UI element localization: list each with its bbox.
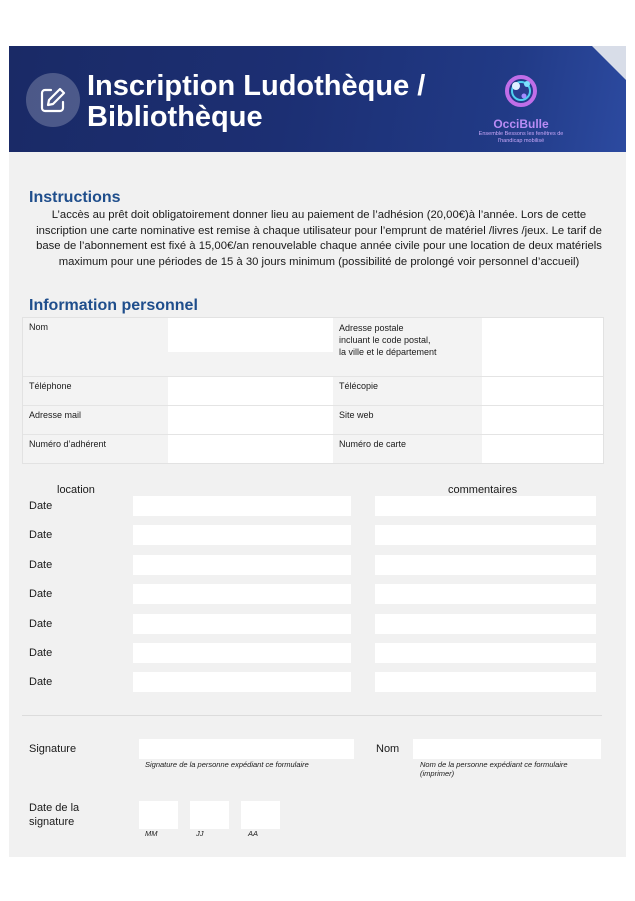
location-input[interactable]	[133, 614, 351, 634]
telecopie-input[interactable]	[482, 377, 603, 405]
date-label: Date	[29, 676, 53, 689]
telephone-input[interactable]	[168, 377, 333, 405]
comment-input[interactable]	[375, 555, 596, 575]
header-banner	[9, 46, 626, 152]
date-label: Date	[29, 647, 53, 659]
info-row	[23, 377, 603, 406]
nom-input[interactable]	[168, 318, 333, 352]
page-corner-fold	[592, 46, 626, 80]
signature-label: Signature	[29, 743, 77, 755]
field-label-site: Site web	[339, 410, 374, 420]
location-input[interactable]	[133, 555, 351, 575]
location-input[interactable]	[133, 643, 351, 663]
location-input[interactable]	[133, 672, 351, 692]
instructions-text: L’accès au prêt doit obligatoirement donner lieu au paiement de l’adhésion (20,00€)à l’année. Lors de cette inscription une carte nominative est remise à chaque utilisateur pour l’emprunt de matériel /livres /jeux. Le tarif de base de l’abonnement est fixé à 15,00€/an renouvelable chaque année civile pour une location de deux matériels maximum pour une périodes de 15 à 30 jours minimum (possibilité de prolongé voir personnel d’accueil)	[36, 209, 602, 268]
comment-input[interactable]	[375, 496, 596, 516]
name-note: Nom de la personne expédiant ce formulaire (imprimer)	[420, 760, 568, 778]
field-label-email: Adresse mail	[29, 410, 82, 420]
bubble-logo-icon	[501, 72, 541, 110]
field-label-nom: Nom	[29, 322, 49, 332]
email-input[interactable]	[168, 406, 333, 434]
comment-input[interactable]	[375, 584, 596, 604]
name-input[interactable]	[413, 739, 601, 759]
field-label-num-carte: Numéro de carte	[339, 439, 407, 449]
name-label: Nom	[376, 743, 400, 755]
location-input[interactable]	[133, 496, 351, 516]
logo-tagline: Ensemble Bessons les fenêtres de l'handicap mobilisé	[478, 131, 564, 144]
instructions-heading: Instructions	[29, 189, 121, 206]
signature-input[interactable]	[139, 739, 354, 759]
date-label: Date	[29, 500, 53, 512]
date-label: Date	[29, 558, 53, 571]
location-input[interactable]	[133, 584, 351, 604]
site-input[interactable]	[482, 406, 603, 434]
field-label-num-adherent: Numéro d’adhérent	[29, 439, 107, 449]
comment-input[interactable]	[375, 643, 596, 663]
comment-input[interactable]	[375, 672, 596, 692]
comment-input[interactable]	[375, 614, 596, 634]
comment-input[interactable]	[375, 525, 596, 545]
personal-info-heading: Information personnel	[29, 297, 198, 314]
info-row	[23, 435, 603, 463]
page-title: Inscription Ludothèque / Bibliothèque	[87, 70, 426, 133]
num-carte-input[interactable]	[482, 435, 603, 463]
info-row	[23, 318, 603, 377]
date-label: Date	[29, 617, 53, 630]
field-label-adresse: Adresse postale incluant le code postal, la ville et le département	[339, 323, 437, 357]
month-hint: MM	[145, 829, 158, 838]
form-page	[9, 46, 626, 857]
date-label: Date	[29, 529, 53, 542]
logo-name: OcciBulle	[493, 117, 549, 131]
signature-note: Signature de la personne expédiant ce formulaire	[145, 760, 309, 769]
field-label-telecopie: Télécopie	[339, 381, 379, 391]
signature-date-label: Date de la signature	[29, 802, 80, 828]
field-label-telephone: Téléphone	[29, 381, 72, 391]
comments-column-header: commentaires	[448, 484, 518, 496]
date-day-input[interactable]	[190, 801, 229, 829]
location-input[interactable]	[133, 525, 351, 545]
date-month-input[interactable]	[139, 801, 178, 829]
edit-icon	[26, 73, 80, 127]
adresse-input[interactable]	[482, 318, 603, 376]
personal-info-table	[22, 317, 604, 464]
location-column-header: location	[57, 484, 95, 496]
year-hint: AA	[248, 829, 259, 838]
section-divider	[22, 715, 602, 716]
day-hint: JJ	[196, 829, 204, 838]
date-label: Date	[29, 588, 53, 601]
occibulle-logo	[471, 72, 571, 142]
num-adherent-input[interactable]	[168, 435, 333, 463]
info-row	[23, 406, 603, 435]
date-year-input[interactable]	[241, 801, 280, 829]
